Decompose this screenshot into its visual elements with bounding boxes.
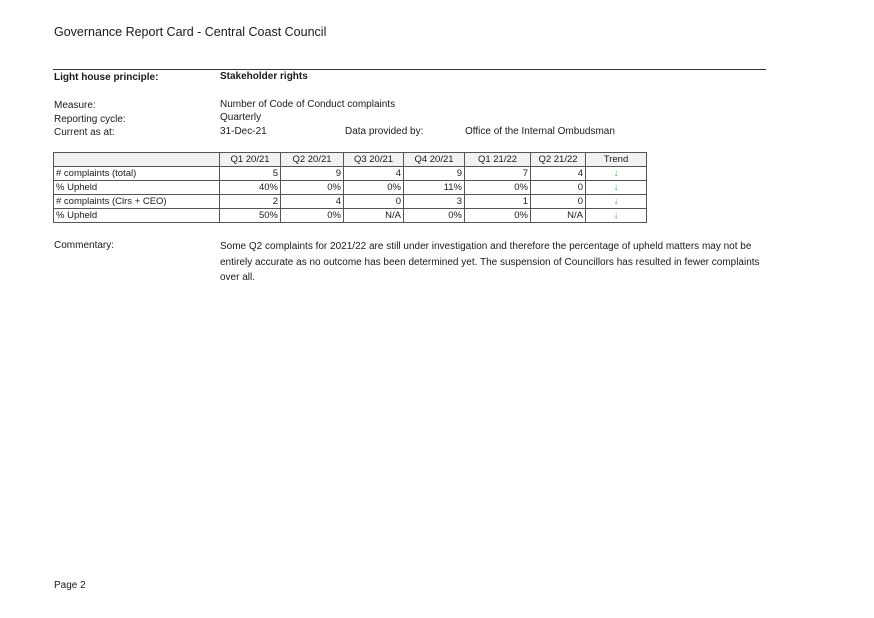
table-cell: 0% — [344, 181, 404, 195]
table-cell: 0% — [404, 209, 465, 223]
reporting-cycle-value: Quarterly — [220, 112, 262, 123]
table-cell: 50% — [220, 209, 281, 223]
page-number: Page 2 — [54, 580, 86, 591]
column-header: Q2 20/21 — [281, 153, 344, 167]
table-row — [54, 167, 647, 181]
table-cell: 9 — [281, 167, 344, 181]
column-header — [54, 153, 220, 167]
principle-value: Stakeholder rights — [220, 71, 308, 82]
table-row — [54, 209, 647, 223]
trend-down-arrow-icon: ↓ — [586, 195, 647, 209]
column-header: Trend — [586, 153, 647, 167]
commentary-text: Some Q2 complaints for 2021/22 are still under investigation and therefore the percentage of upheld matters may not be entirely accurate as no outcome has been determined yet. The suspension of Councillors has resulted in fewer complaints over all. — [220, 241, 760, 283]
row-label: % Upheld — [54, 209, 220, 223]
reporting-cycle-label: Reporting cycle: — [54, 114, 126, 125]
table-cell: 3 — [404, 195, 465, 209]
column-header: Q3 20/21 — [344, 153, 404, 167]
table-cell: 7 — [465, 167, 531, 181]
column-header: Q1 20/21 — [220, 153, 281, 167]
table-row — [54, 181, 647, 195]
column-header: Q2 21/22 — [531, 153, 586, 167]
table-cell: 0% — [281, 209, 344, 223]
table-cell: 0 — [344, 195, 404, 209]
row-label: # complaints (Clrs + CEO) — [54, 195, 220, 209]
table-cell: 1 — [465, 195, 531, 209]
data-provided-label: Data provided by: — [345, 126, 424, 137]
table-cell: 4 — [531, 167, 586, 181]
table-cell: 9 — [404, 167, 465, 181]
header-divider — [53, 69, 766, 70]
complaints-table — [53, 152, 647, 223]
table-row — [54, 195, 647, 209]
column-header: Q1 21/22 — [465, 153, 531, 167]
table-cell: 0 — [531, 181, 586, 195]
table-header-row — [54, 153, 647, 167]
data-provided-value: Office of the Internal Ombudsman — [465, 126, 615, 137]
row-label: # complaints (total) — [54, 167, 220, 181]
measure-value: Number of Code of Conduct complaints — [220, 99, 396, 110]
table-cell: 0% — [281, 181, 344, 195]
trend-down-arrow-icon: ↓ — [586, 167, 647, 181]
table-cell: 0 — [531, 195, 586, 209]
table-cell: 0% — [465, 181, 531, 195]
table-cell: 4 — [344, 167, 404, 181]
principle-label: Light house principle: — [54, 72, 159, 83]
current-as-at-value: 31-Dec-21 — [220, 126, 267, 137]
table-cell: 2 — [220, 195, 281, 209]
measure-label: Measure: — [54, 100, 96, 111]
trend-down-arrow-icon: ↓ — [586, 181, 647, 195]
table-cell: N/A — [531, 209, 586, 223]
table-cell: 5 — [220, 167, 281, 181]
trend-down-arrow-icon: ↓ — [586, 209, 647, 223]
table-cell: 0% — [465, 209, 531, 223]
commentary-label: Commentary: — [54, 240, 115, 251]
column-header: Q4 20/21 — [404, 153, 465, 167]
report-title: Governance Report Card - Central Coast Council — [54, 25, 327, 39]
table-cell: 40% — [220, 181, 281, 195]
table-cell: N/A — [344, 209, 404, 223]
row-label: % Upheld — [54, 181, 220, 195]
current-as-at-label: Current as at: — [54, 127, 115, 138]
table-cell: 11% — [404, 181, 465, 195]
table-cell: 4 — [281, 195, 344, 209]
